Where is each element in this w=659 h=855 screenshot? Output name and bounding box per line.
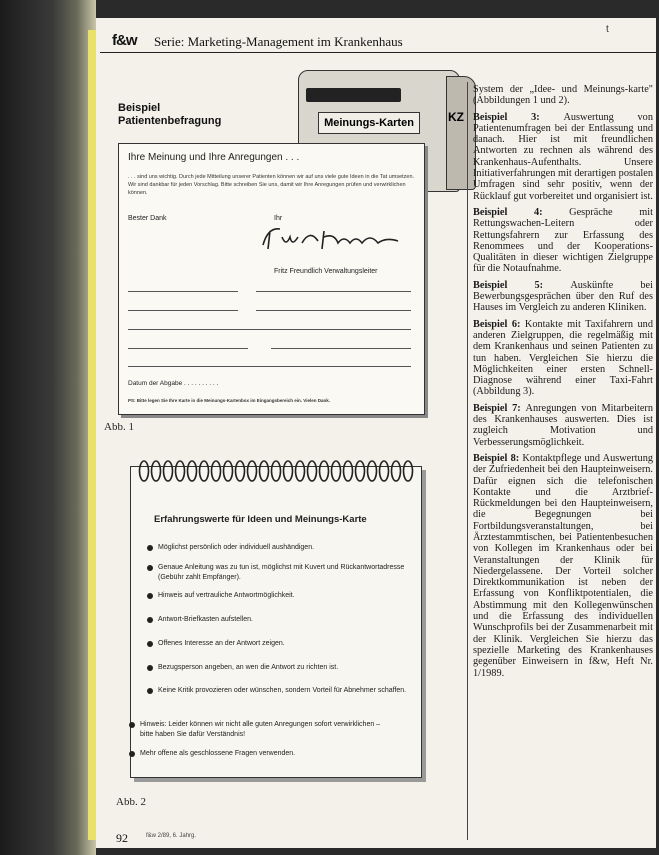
notepad-list-item [158, 591, 413, 601]
postbox-label: Meinungs-Karten [318, 112, 420, 134]
bullet-icon [147, 665, 153, 671]
body-paragraph [473, 280, 653, 314]
notepad-spiral-binding [136, 458, 416, 484]
paragraph-lead: Beispiel 6: [473, 318, 525, 330]
bullet-icon [147, 641, 153, 647]
card-date: Datum der Abgabe . . . . . . . . . . [128, 380, 219, 387]
paragraph-text: Kontakte mit Taxifahrern und anderen Zielgruppen, die regelmäßig mit dem Krankenhaus und seinen Patienten zu tun haben. Vergleichen Sie hierzu die Möglichkeiten einer ersten Schnell-Diagnose während einer Taxi-Fahrt (Abbildung 3). [473, 318, 653, 398]
postbox-side [446, 76, 476, 190]
body-paragraph [473, 207, 653, 275]
spiral-ring [320, 461, 329, 481]
notepad-item-text: Offenes Interesse an der Antwort zeigen. [158, 640, 285, 647]
notepad-item-text: Möglichst persönlich oder individuell aushändigen. [158, 544, 315, 551]
spiral-ring [188, 461, 197, 481]
spiral-ring [212, 461, 221, 481]
spiral-ring [224, 461, 233, 481]
bullet-icon [129, 751, 135, 757]
bullet-icon [147, 545, 153, 551]
bullet-icon [147, 617, 153, 623]
notepad-title: Erfahrungswerte für Ideen und Meinungs-Karte [154, 514, 367, 525]
notepad-list-item [158, 639, 413, 649]
spiral-ring [284, 461, 293, 481]
spiral-ring [380, 461, 389, 481]
spiral-ring [272, 461, 281, 481]
spiral-ring [140, 461, 149, 481]
card-write-line [128, 291, 238, 292]
document-page [96, 18, 656, 848]
spiral-ring [404, 461, 413, 481]
notepad-item-text: Keine Kritik provozieren oder wünschen, sondern Vorteil für Abnehmer schaffen. [158, 687, 407, 694]
page-number: 92 [116, 831, 128, 845]
spiral-ring [344, 461, 353, 481]
card-ihr: Ihr [274, 215, 283, 222]
paragraph-text: Anregungen von Mitarbeitern des Krankenhauses auswerten. Dies ist zugleich Motivation und Verbesserungsmöglichkeit. [473, 402, 653, 448]
figure2-caption: Abb. 2 [116, 796, 146, 808]
figure1-caption: Abb. 1 [104, 421, 134, 433]
postbox-slot [306, 88, 401, 102]
bullet-icon [147, 565, 153, 571]
spiral-ring [308, 461, 317, 481]
spiral-ring [248, 461, 257, 481]
spiral-ring [368, 461, 377, 481]
body-paragraph [473, 403, 653, 448]
spiral-ring [332, 461, 341, 481]
spiral-ring [260, 461, 269, 481]
postbox-logo: KZ [448, 110, 464, 124]
notepad-item-text: Hinweis auf vertrauliche Antwortmöglichkeit. [158, 592, 295, 599]
column-divider [467, 82, 468, 840]
body-paragraph [473, 453, 653, 679]
page-mark: t [606, 24, 609, 35]
footer-source: f&w 2/89, 6. Jahrg. [146, 833, 197, 839]
paragraph-text: Kontaktpflege und Auswertung der Zufriedenheit bei den Haupteinweisern. Dafür eignen sich die telefonischen Kontakte und die Arztbrief-Rückmeldungen bei den Haupteinweisern, die Begegnungen bei Fortbildungsveranstaltungen, bei Ärztestammtischen, bei Patientenbesuchen von Kollegen im Krankenhaus oder bei Veranstaltungen der Klinik für Niedergelassene. Der Vorteil solcher Direktkommunikation ist neben der Erfassung von Konfliktpotentialen, die Abstimmung mit den Kollegenwünschen und die Erfassung des individuellen Wunschprofils bei der Zusammenarbeit mit der Klinik. Vergleichen Sie hierzu das spezielle Marketing des Krankenhauses gegenüber Einweisern in f&w, Heft Nr. 1/1989. [473, 452, 653, 679]
notepad-list-item [158, 563, 413, 583]
card-write-line [271, 348, 411, 349]
card-write-line [128, 310, 238, 311]
card-thanks: Bester Dank [128, 215, 167, 222]
card-note: PS: Bitte legen Sie Ihre Karte in die Meinungs-Kartenbox im Eingangsbereich ein. Vielen Dank. [128, 398, 330, 403]
notepad-item-text: Antwort-Briefkasten aufstellen. [158, 616, 253, 623]
spiral-ring [176, 461, 185, 481]
spiral-ring [392, 461, 401, 481]
series-title: Serie: Marketing-Management im Krankenhaus [154, 34, 403, 49]
bullet-icon [147, 593, 153, 599]
right-text-column [473, 84, 653, 684]
figure1-label-line2: Patientenbefragung [118, 115, 222, 127]
spiral-ring [164, 461, 173, 481]
body-paragraph [473, 319, 653, 398]
notepad-list-item [158, 543, 413, 553]
paragraph-lead: Beispiel 7: [473, 402, 526, 414]
spiral-ring [356, 461, 365, 481]
body-paragraph [473, 84, 653, 107]
figure1-label [118, 102, 221, 128]
paragraph-lead: Beispiel 4: [473, 206, 570, 218]
figure1-label-line1: Beispiel [118, 102, 161, 114]
notepad-list-item [158, 686, 413, 696]
book-binding-shadow [0, 0, 96, 855]
paragraph-text: Auswertung von Patientenumfragen bei der Entlassung und danach. Hier ist mit freundlichen Antworten zu rechnen als während des Krankenhaus-Aufenthalts. Unsere Initiativerfahrungen mit derartigen postalen Umfragen sind sehr positiv, wenn der Rücklauf gut vorbereitet und organisiert ist. [473, 111, 653, 202]
paragraph-lead: Beispiel 8: [473, 452, 523, 464]
card-title: Ihre Meinung und Ihre Anregungen . . . [128, 152, 300, 163]
spiral-ring [296, 461, 305, 481]
signature-image [258, 223, 408, 255]
notepad-item-text: Hinweis: Leider können wir nicht alle guten Anregungen sofort verwirklichen – bitte haben Sie dafür Verständnis! [140, 721, 381, 738]
paragraph-lead: Beispiel 3: [473, 111, 564, 123]
notepad-item-text: Bezugsperson angeben, an wen die Antwort zu richten ist. [158, 664, 339, 671]
notepad-item-text: Mehr offene als geschlossene Fragen verwenden. [140, 750, 296, 757]
card-signer: Fritz Freundlich Verwaltungsleiter [274, 268, 378, 275]
spiral-ring [152, 461, 161, 481]
card-text: . . . sind uns wichtig. Durch jede Mitteilung unserer Patienten können wir auf uns viele gute Ideen in die Tat umsetzen. Wir sind dankbar für jeden Vorschlag. Bitte schreiben Sie uns, damit wir Ihre Anregungen prüfen und verwirklichen können. [128, 174, 415, 196]
notepad-list-item [140, 720, 395, 740]
notepad-item-text: Genaue Anleitung was zu tun ist, möglichst mit Kuvert und Rückantwortadresse (Gebühr zahlt Empfänger). [158, 564, 405, 581]
spiral-ring [200, 461, 209, 481]
paragraph-text: Auskünfte bei Bewerbungsgesprächen über den Ruf des Hauses im Vergleich zu anderen Kliniken. [473, 279, 653, 314]
notepad-list-item [158, 615, 413, 625]
paragraph-text: System der „Idee- und Meinungs-karte" (Abbildungen 1 und 2). [473, 84, 653, 107]
card-write-line [256, 310, 411, 311]
paragraph-text: Gespräche mit Rettungswachen-Leitern oder Rettungsfahrern zur Erfassung des Renommees und der Kooperations-Qualitäten in dieser wichtigen Zielgruppe für die Notaufnahme. [473, 206, 653, 275]
notepad-list-item [158, 663, 413, 673]
card-write-line [128, 348, 248, 349]
spiral-ring [236, 461, 245, 481]
publication-logo: f&w [112, 32, 137, 49]
card-write-line [128, 366, 411, 367]
bullet-icon [147, 688, 153, 694]
bullet-icon [129, 722, 135, 728]
card-write-line [256, 291, 411, 292]
paragraph-lead: Beispiel 5: [473, 279, 571, 291]
card-write-line [128, 329, 411, 330]
body-paragraph [473, 112, 653, 202]
notepad-list-item [140, 749, 395, 759]
